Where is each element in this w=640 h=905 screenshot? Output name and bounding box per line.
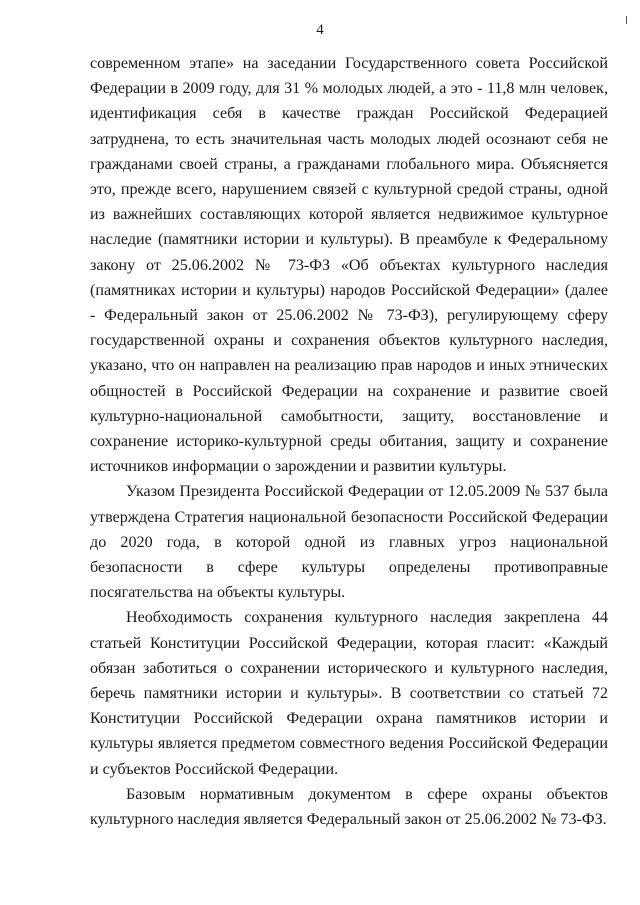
page-number: 4	[316, 22, 324, 38]
paragraph-continuation: современном этапе» на заседании Государственного совета Российской Федерации в 2009 году, для 31 % молодых людей, а это - 11,8 млн человек, идентификация себя в качестве граждан Российской Федерацией затруднена, то есть значительная часть молодых людей осознают себя не гражданами своей страны, а гражданами глобального мира. Объясняется это, прежде всего, нарушением связей с культурной средой страны, одной из важнейших составляющих которой является недвижимое культурное наследие (памятники истории и культуры). В преамбуле к Федеральному закону от 25.06.2002 № 73-ФЗ «Об объектах культурного наследия (памятниках истории и культуры) народов Российской Федерации» (далее - Федеральный закон от 25.06.2002 № 73-ФЗ), регулирующему сферу государственной охраны и сохранения объектов культурного наследия, указано, что он направлен на реализацию прав народов и иных этнических общностей в Российской Федерации на сохранение и развитие своей культурно-национальной самобытности, защиту, восстановление и сохранение историко-культурной среды обитания, защиту и сохранение источников информации о зарождении и развитии культуры.	[90, 55, 608, 476]
paragraph-constitution: Необходимость сохранения культурного наследия закреплена 44 статьей Конституции Российской Федерации, которая гласит: «Каждый обязан заботиться о сохранении исторического и культурного наследия, беречь памятники истории и культуры». В соответствии со статьей 72 Конституции Российской Федерации охрана памятников истории и культуры является предметом совместного ведения Российской Федерации и субъектов Российской Федерации.	[90, 609, 608, 778]
paragraph-presidential-decree: Указом Президента Российской Федерации от 12.05.2009 № 537 была утверждена Стратегия национальной безопасности Российской Федерации до 2020 года, в которой одной из главных угроз национальной безопасности в сфере культуры определены противоправные посягательства на объекты культуры.	[90, 483, 608, 602]
scan-mark	[626, 16, 627, 24]
document-body	[90, 51, 608, 832]
paragraph-federal-law: Базовым нормативным документом в сфере охраны объектов культурного наследия является Федеральный закон от 25.06.2002 № 73-ФЗ.	[90, 785, 608, 829]
